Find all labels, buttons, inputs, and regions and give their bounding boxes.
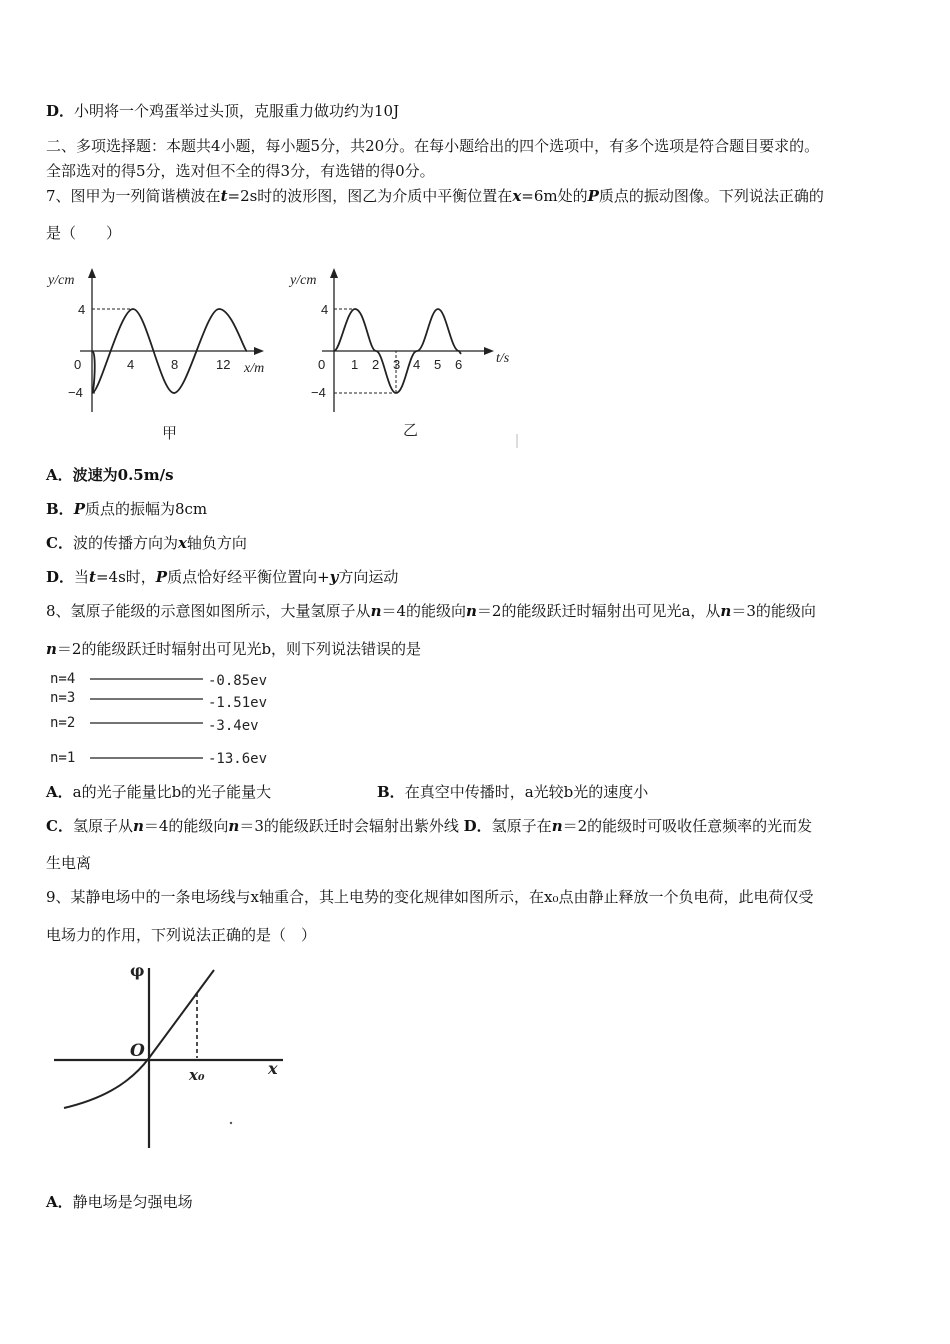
- section-header-line1: 二、多项选择题：本题共4小题，每小题5分，共20分。在每小题给出的四个选项中，有多个选项是符合题目要求的。: [46, 137, 820, 155]
- q8-stem-line2: [46, 639, 421, 659]
- option-text: ＝3的能级跃迁时会辐射出紫外线: [239, 817, 464, 835]
- q9-stem-line2: 电场力的作用，下列说法正确的是（ ）: [46, 926, 317, 944]
- option-label: B．: [377, 783, 405, 801]
- phi-label: φ: [130, 961, 145, 980]
- option-text: a的光子能量比b的光子能量大: [72, 783, 272, 801]
- ytick-4: 4: [321, 302, 329, 317]
- level-energy: -0.85ev: [208, 673, 268, 689]
- vibration-graph-right: [285, 262, 525, 447]
- option-label: D．: [46, 568, 75, 586]
- ytick-4: 4: [78, 302, 86, 317]
- q7-option-a: [46, 465, 174, 485]
- potential-graph: [48, 958, 298, 1153]
- option-label: A．: [46, 466, 73, 484]
- var-n: n: [466, 602, 477, 620]
- option-text: 氢原子从: [72, 817, 133, 835]
- stem-text: 某静电场中的一条电场线与x轴重合，其上电势的变化规律如图所示，在x₀点由静止释放一个负电荷，此电荷仅受: [70, 888, 814, 906]
- var-p: P: [155, 568, 168, 586]
- level-label: n=2: [50, 715, 76, 731]
- origin-label: O: [130, 1041, 145, 1061]
- section-header-line2: 全部选对的得5分，选对但不全的得3分，有选错的得0分。: [46, 162, 435, 180]
- xtick: 3: [393, 357, 401, 372]
- x-axis-label: x: [268, 1059, 278, 1078]
- q9-stem-line1: [46, 887, 813, 907]
- var-x: x: [177, 534, 187, 552]
- stem-text: 图甲为一列简谐横波在: [70, 187, 221, 205]
- stem-text: 质点的振动图像。下列说法正确的: [598, 187, 824, 205]
- xtick: 1: [351, 357, 359, 372]
- question-number: 7、: [46, 187, 71, 205]
- q8-option-a: [46, 782, 271, 802]
- var-y: y: [329, 568, 339, 586]
- q8-stem-line1: [46, 601, 816, 621]
- xtick: 4: [413, 357, 421, 372]
- ytick-neg4: −4: [311, 385, 326, 400]
- ytick-0: 0: [318, 357, 326, 372]
- option-text: 波速为0.5m/s: [72, 466, 174, 484]
- option-text: 氢原子在: [491, 817, 552, 835]
- level-label: n=1: [50, 750, 76, 766]
- option-text: 当: [74, 568, 90, 586]
- q7-stem-line2: 是（ ）: [46, 224, 122, 242]
- wave-graph-left: [40, 262, 280, 447]
- xtick: 2: [372, 357, 380, 372]
- var-n: n: [132, 817, 144, 835]
- option-label: D．: [463, 817, 492, 835]
- level-label: n=4: [50, 671, 76, 687]
- option-label: C．: [46, 534, 73, 552]
- option-text: 小明将一个鸡蛋举过头顶，克服重力做功约为10J: [74, 102, 400, 120]
- var-n: n: [551, 817, 563, 835]
- graph-caption: 甲: [162, 424, 178, 442]
- option-text: ＝4的能级向: [143, 817, 229, 835]
- var-n: n: [46, 640, 57, 658]
- var-n: n: [228, 817, 240, 835]
- q7-option-b: [46, 499, 207, 519]
- option-label: C．: [46, 817, 73, 835]
- q8-option-d-cont: 生电离: [46, 854, 92, 872]
- var-p: P: [73, 500, 85, 518]
- ytick-0: 0: [74, 357, 82, 372]
- option-text: 在真空中传播时，a光较b光的速度小: [404, 783, 649, 801]
- var-x: x: [512, 187, 522, 205]
- var-p: P: [587, 187, 599, 205]
- xtick: 4: [127, 357, 135, 372]
- option-text: 质点的振幅为8cm: [84, 500, 208, 518]
- option-text: ＝2的能级时可吸收任意频率的光而发: [562, 817, 813, 835]
- option-label: D．: [46, 102, 75, 120]
- q9-option-a: [46, 1192, 193, 1212]
- option-text: 轴负方向: [186, 534, 247, 552]
- question-number: 9、: [46, 888, 71, 906]
- x-axis-label: x/m: [244, 361, 265, 376]
- stem-text: ＝2的能级跃迁时辐射出可见光a，从: [476, 602, 721, 620]
- var-t: t: [89, 568, 96, 586]
- xtick: 12: [216, 357, 231, 372]
- stem-text: ＝3的能级向: [731, 602, 816, 620]
- energy-level-diagram: [48, 668, 288, 773]
- q7-option-c: [46, 533, 247, 553]
- graph-caption: 乙: [403, 421, 419, 439]
- var-n: n: [370, 602, 382, 620]
- level-energy: -3.4ev: [208, 718, 259, 734]
- option-label: B．: [46, 500, 74, 518]
- q8-option-b: [377, 782, 648, 802]
- option-text: =4s时，: [95, 568, 156, 586]
- option-text: 静电场是匀强电场: [72, 1193, 193, 1211]
- y-axis-label: y/cm: [290, 273, 317, 288]
- stem-text: 氢原子能级的示意图如图所示，大量氢原子从: [70, 602, 371, 620]
- option-text: 方向运动: [338, 568, 399, 586]
- option-label: A．: [46, 783, 73, 801]
- x-axis-label: t/s: [496, 351, 510, 366]
- stem-text: ＝2的能级跃迁时辐射出可见光b，则下列说法错误的是: [56, 640, 422, 658]
- q8-option-c-d: [46, 816, 812, 836]
- xtick: 6: [455, 357, 463, 372]
- q7-stem-line1: [46, 186, 824, 206]
- var-n: n: [720, 602, 732, 620]
- ytick-neg4: −4: [68, 385, 83, 400]
- level-label: n=3: [50, 690, 76, 706]
- stem-text: =2s时的波形图，图乙为介质中平衡位置在: [227, 187, 513, 205]
- question-number: 8、: [46, 602, 71, 620]
- stem-text: =6m处的: [521, 187, 588, 205]
- y-axis-label: y/cm: [48, 273, 75, 288]
- q6-option-d: [46, 101, 399, 121]
- stem-text: ＝4的能级向: [381, 602, 467, 620]
- xtick: 8: [171, 357, 179, 372]
- option-label: A．: [46, 1193, 73, 1211]
- option-text: 质点恰好经平衡位置向+: [167, 568, 330, 586]
- x0-label: x₀: [189, 1066, 205, 1084]
- option-text: 波的传播方向为: [72, 534, 178, 552]
- q7-option-d: [46, 567, 398, 587]
- level-energy: -1.51ev: [208, 695, 268, 711]
- var-t: t: [220, 187, 228, 205]
- xtick: 5: [434, 357, 442, 372]
- level-energy: -13.6ev: [208, 751, 268, 767]
